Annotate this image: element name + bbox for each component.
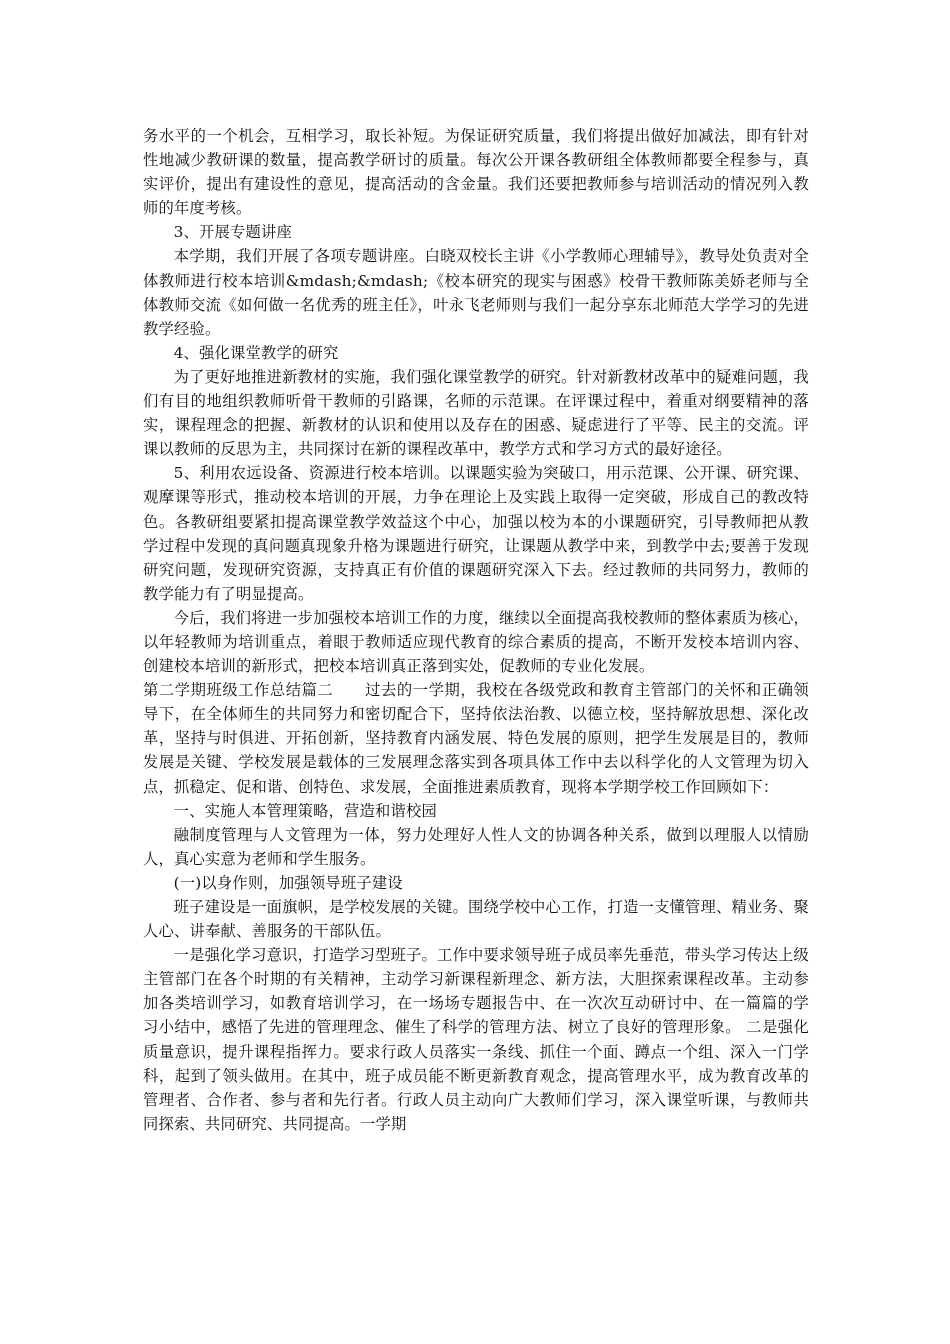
paragraph-classroom-research: 为了更好地推进新教材的实施，我们强化课堂教学的研究。针对新教材改革中的疑难问题，我们有目的地组织教师听骨干教师的引路课，名师的示范课。在评课过程中，着重对纲要精神的落实，课程理念的把握、新教材的认识和使用以及存在的困惑、疑虑进行了平等、民主的交流。评课以教师的反思为主，共同探讨在新的课程改革中，教学方式和学习方式的最好途径。 bbox=[143, 367, 809, 459]
paragraph-second-semester-summary: 第二学期班级工作总结篇二 过去的一学期，我校在各级党政和教育主管部门的关怀和正确领导下，在全体师生的共同努力和密切配合下，坚持依法治教、以德立校，坚持解放思想、深化改革，坚持与时俱进、开拓创新，坚持教育内涵发展、特色发展的原则，把学生发展是目的，教师发展是关键、学校发展是载体的三发展理念落实到各项具体工作中去以科学化的人文管理为切入点，抓稳定、促和谐、创特色、求发展，全面推进素质教育，现将本学期学校工作回顾如下： bbox=[143, 681, 809, 796]
paragraph-future-plans: 今后，我们将进一步加强校本培训工作的力度，继续以全面提高我校教师的整体素质为核心，以年轻教师为培训重点，着眼于教师适应现代教育的综合素质的提高，不断开发校本培训内容、创建校本培训的新形式，把校本培训真正落到实处，促教师的专业化发展。 bbox=[143, 608, 809, 676]
paragraph-leadership-team: 班子建设是一面旗帜，是学校发展的关键。围绕学校中心工作，打造一支懂管理、精业务、聚人心、讲奉献、善服务的干部队伍。 bbox=[143, 898, 809, 941]
section-heading-lectures: 3、开展专题讲座 bbox=[173, 223, 293, 242]
paragraph-lectures: 本学期，我们开展了各项专题讲座。白晓双校长主讲《小学教师心理辅导》，教导处负责对全体教师进行校本培训&mdash;&mdash;《校本研究的现实与困惑》校骨干教师陈美娇老师与全体教师交流《如何做一名优秀的班主任》，叶永飞老师则与我们一起分享东北师范大学学习的先进教学经验。 bbox=[143, 247, 809, 338]
section-heading-leadership: (一)以身作则，加强领导班子建设 bbox=[173, 873, 403, 892]
section-heading-classroom-research: 4、强化课堂教学的研究 bbox=[173, 343, 339, 362]
document-body bbox=[143, 124, 809, 1136]
section-heading-humanistic-management: 一、实施人本管理策略，营造和谐校园 bbox=[173, 801, 438, 820]
paragraph-management-integration: 融制度管理与人文管理为一体，努力处理好人性人文的协调各种关系，做到以理服人以情励人，真心实意为老师和学生服务。 bbox=[143, 825, 809, 868]
paragraph-remote-equipment-training: 5、利用农远设备、资源进行校本培训。以课题实验为突破口，用示范课、公开课、研究课、观摩课等形式，推动校本培训的开展，力争在理论上及实践上取得一定突破，形成自己的教改特色。各教研组要紧扣提高课堂教学效益这个中心，加强以校为本的小课题研究，引导教师把从教学过程中发现的真问题真现象升格为课题进行研究，让课题从教学中来，到教学中去;要善于发现研究问题，发现研究资源，支持真正有价值的课题研究深入下去。经过教师的共同努力，教师的教学能力有了明显提高。 bbox=[143, 464, 809, 603]
paragraph-continuation: 务水平的一个机会，互相学习，取长补短。为保证研究质量，我们将提出做好加减法，即有针对性地减少教研课的数量，提高教学研讨的质量。每次公开课各教研组全体教师都要全程参与，真实评价，提出有建设性的意见，提高活动的含金量。我们还要把教师参与培训活动的情况列入教师的年度考核。 bbox=[143, 127, 809, 218]
paragraph-learning-awareness: 一是强化学习意识，打造学习型班子。工作中要求领导班子成员率先垂范，带头学习传达上级主管部门在各个时期的有关精神，主动学习新课程新理念、新方法，大胆探索课程改革。主动参加各类培训学习，如教育培训学习，在一场场专题报告中、在一次次互动研讨中、在一篇篇的学习小结中，感悟了先进的管理理念、催生了科学的管理方法、树立了良好的管理形象。 二是强化质量意识，提升课程指挥力。要求行政人员落实一条线、抓住一个面、蹲点一个组、深入一门学科，起到了领头做用。在其中，班子成员能不断更新教育观念，提高管理水平，成为教育改革的管理者、合作者、参与者和先行者。行政人员主动向广大教师们学习，深入课堂听课，与教师共同探索、共同研究、共同提高。一学期 bbox=[143, 946, 809, 1133]
